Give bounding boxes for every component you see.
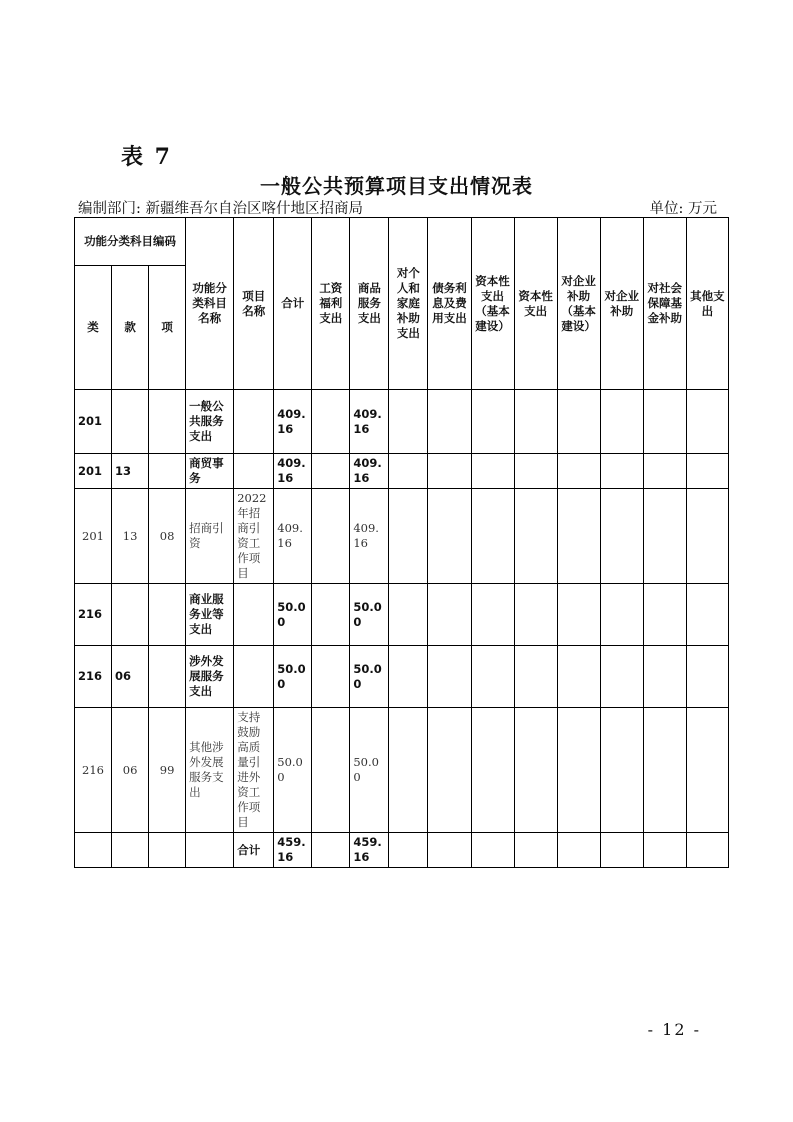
department-label: 编制部门: 新疆维吾尔自治区喀什地区招商局 — [78, 201, 363, 217]
header-enterprise: 对企业补助 — [600, 218, 643, 390]
cell-kuan: 06 — [112, 646, 149, 708]
table-row — [75, 454, 729, 489]
cell-lei: 216 — [75, 584, 112, 646]
cell-goods: 459.16 — [350, 833, 389, 868]
cell-xiang — [149, 454, 186, 489]
header-capital-basic: 资本性支出（基本建设） — [471, 218, 514, 390]
cell-kuan — [112, 390, 149, 454]
cell-total: 409.16 — [274, 390, 312, 454]
cell-lei: 201 — [75, 454, 112, 489]
cell-kuan: 13 — [112, 454, 149, 489]
cell-total-label: 合计 — [234, 833, 274, 868]
cell-lei: 216 — [75, 646, 112, 708]
cell-lei: 201 — [75, 489, 112, 584]
table-label: 表 7 — [121, 144, 172, 170]
cell-xiang: 99 — [149, 708, 186, 833]
header-lei: 类 — [75, 266, 112, 390]
cell-total: 50.00 — [274, 584, 312, 646]
header-other: 其他支出 — [686, 218, 728, 390]
cell-goods: 50.00 — [350, 708, 389, 833]
cell-name: 商贸事务 — [186, 454, 234, 489]
table-row — [75, 489, 729, 584]
cell-wage — [312, 708, 350, 833]
header-debt: 债务利息及费用支出 — [428, 218, 471, 390]
cell-name: 其他涉外发展服务支出 — [186, 708, 234, 833]
table-row — [75, 390, 729, 454]
cell-xiang — [149, 390, 186, 454]
cell-wage — [312, 454, 350, 489]
cell-project — [234, 390, 274, 454]
cell-total: 50.00 — [274, 708, 312, 833]
budget-table — [74, 217, 729, 868]
cell-project: 2022年招商引资工作项目 — [234, 489, 274, 584]
table-row — [75, 584, 729, 646]
cell-name: 涉外发展服务支出 — [186, 646, 234, 708]
cell-name: 招商引资 — [186, 489, 234, 584]
header-func-name: 功能分类科目名称 — [186, 218, 234, 390]
cell-kuan: 06 — [112, 708, 149, 833]
cell-xiang — [149, 584, 186, 646]
page-number: - 12 - — [647, 1020, 701, 1039]
header-goods: 商品服务支出 — [350, 218, 389, 390]
header-xiang: 项 — [149, 266, 186, 390]
cell-total: 50.00 — [274, 646, 312, 708]
header-kuan: 款 — [112, 266, 149, 390]
header-capital: 资本性支出 — [514, 218, 557, 390]
cell-wage — [312, 390, 350, 454]
table-row-total — [75, 833, 729, 868]
cell-goods: 409.16 — [350, 454, 389, 489]
cell-total: 409.16 — [274, 454, 312, 489]
cell-project — [234, 646, 274, 708]
cell-name: 商业服务业等支出 — [186, 584, 234, 646]
header-social: 对社会保障基金补助 — [643, 218, 686, 390]
header-proj-name: 项目名称 — [234, 218, 274, 390]
cell-goods: 50.00 — [350, 584, 389, 646]
cell-xiang — [149, 646, 186, 708]
header-total: 合计 — [274, 218, 312, 390]
cell-wage — [312, 646, 350, 708]
cell-goods: 409.16 — [350, 390, 389, 454]
cell-kuan: 13 — [112, 489, 149, 584]
cell-name: 一般公共服务支出 — [186, 390, 234, 454]
cell-total: 459.16 — [274, 833, 312, 868]
cell-xiang: 08 — [149, 489, 186, 584]
cell-lei: 216 — [75, 708, 112, 833]
table-row — [75, 646, 729, 708]
header-wage: 工资福利支出 — [312, 218, 350, 390]
header-enterprise-basic: 对企业补助（基本建设） — [557, 218, 600, 390]
cell-goods: 50.00 — [350, 646, 389, 708]
table-row — [75, 708, 729, 833]
cell-project: 支持鼓励高质量引进外资工作项目 — [234, 708, 274, 833]
header-code-group: 功能分类科目编码 — [75, 218, 186, 266]
cell-wage — [312, 584, 350, 646]
page-title: 一般公共预算项目支出情况表 — [260, 174, 533, 198]
cell-total: 409.16 — [274, 489, 312, 584]
cell-lei: 201 — [75, 390, 112, 454]
cell-project — [234, 584, 274, 646]
cell-project — [234, 454, 274, 489]
cell-wage — [312, 489, 350, 584]
cell-goods: 409.16 — [350, 489, 389, 584]
unit-label: 单位: 万元 — [649, 201, 717, 217]
cell-kuan — [112, 584, 149, 646]
header-individual: 对个人和家庭补助支出 — [389, 218, 428, 390]
